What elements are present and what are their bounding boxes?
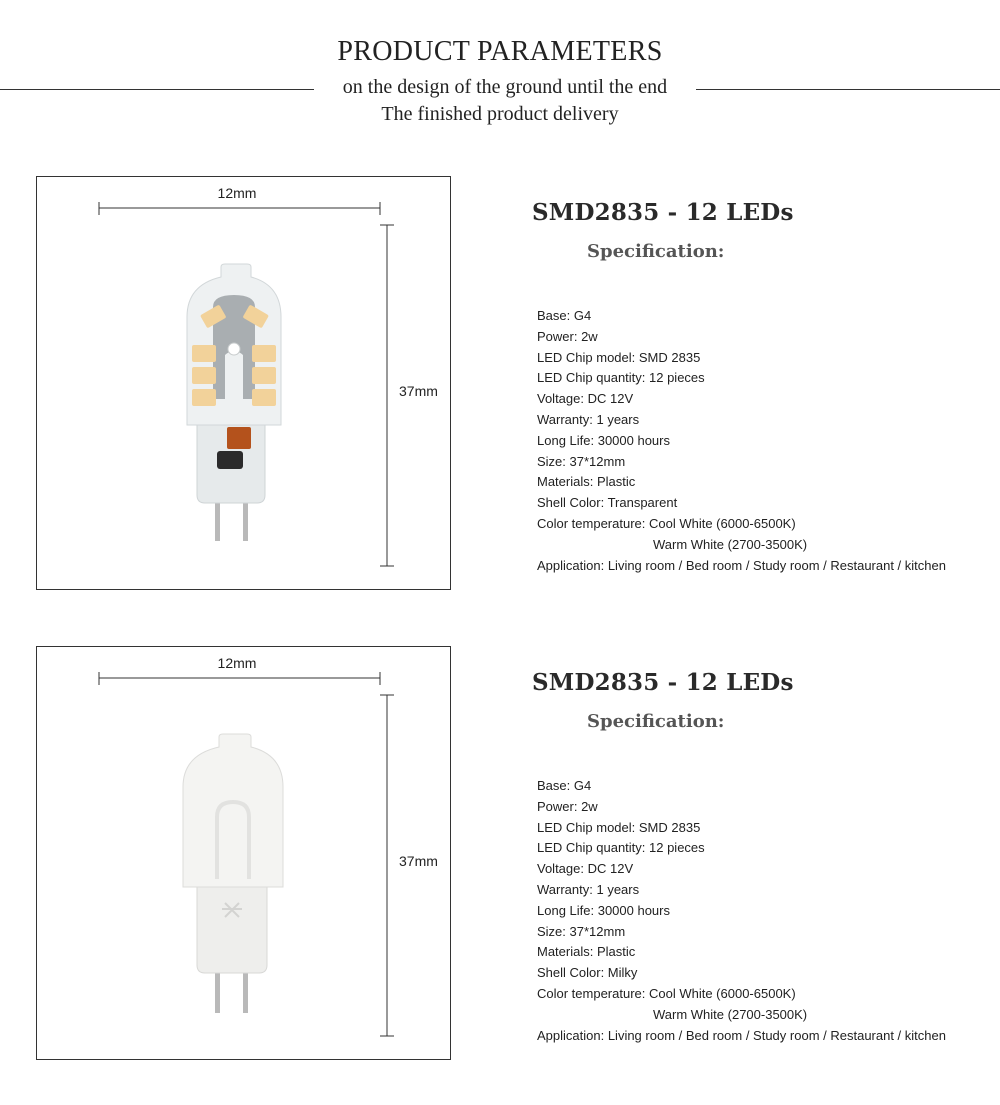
spec-item: LED Chip quantity: 12 pieces bbox=[537, 370, 705, 386]
spec-item: Power: 2w bbox=[537, 328, 598, 344]
product-image-frame bbox=[36, 176, 451, 590]
product-title: SMD2835 - 12 LEDs bbox=[532, 669, 794, 696]
bulb-milky-illustration bbox=[37, 647, 452, 1061]
spec-item: Shell Color: Milky bbox=[537, 965, 638, 981]
page-title: PRODUCT PARAMETERS bbox=[337, 36, 663, 67]
spec-item: Shell Color: Transparent bbox=[537, 495, 678, 511]
rectifier-chip bbox=[217, 451, 243, 469]
spec-item: Color temperature: Cool White (6000-6500K) bbox=[537, 985, 796, 1001]
divider-left bbox=[0, 89, 314, 90]
bulb-shell bbox=[183, 734, 283, 887]
spec-item: Base: G4 bbox=[537, 308, 592, 323]
spec-item: Size: 37*12mm bbox=[537, 923, 626, 939]
height-dimension-line bbox=[380, 225, 394, 566]
width-label: 12mm bbox=[217, 185, 257, 201]
spec-item: LED Chip model: SMD 2835 bbox=[537, 819, 701, 835]
spec-item: Materials: Plastic bbox=[537, 474, 636, 490]
spec-item: Application: Living room / Bed room / Study room / Restaurant / kitchen bbox=[537, 557, 946, 573]
center-hole bbox=[228, 343, 240, 355]
width-label: 12mm bbox=[217, 655, 257, 671]
product-milky bbox=[0, 645, 1000, 1065]
spec-item: LED Chip model: SMD 2835 bbox=[537, 349, 701, 365]
page-header bbox=[0, 0, 1000, 140]
spec-list bbox=[537, 306, 946, 576]
height-label: 37mm bbox=[399, 383, 438, 399]
spec-item: Warranty: 1 years bbox=[537, 881, 640, 897]
subtitle-row bbox=[0, 76, 1000, 102]
spec-heading: Specification: bbox=[587, 241, 725, 262]
width-dimension-line bbox=[99, 202, 380, 215]
divider-right bbox=[696, 89, 1000, 90]
spec-list bbox=[537, 776, 946, 1046]
product-transparent bbox=[0, 175, 1000, 595]
height-dimension-line bbox=[380, 695, 394, 1036]
spec-item-continued: Warm White (2700-3500K) bbox=[653, 536, 808, 552]
height-label: 37mm bbox=[399, 853, 438, 869]
spec-item-continued: Warm White (2700-3500K) bbox=[653, 1006, 808, 1022]
spec-item: Voltage: DC 12V bbox=[537, 391, 634, 407]
spec-item: Materials: Plastic bbox=[537, 944, 636, 960]
spec-item: Warranty: 1 years bbox=[537, 411, 640, 427]
spec-item: Base: G4 bbox=[537, 778, 592, 793]
spec-item: Color temperature: Cool White (6000-6500K) bbox=[537, 515, 796, 531]
spec-item: Size: 37*12mm bbox=[537, 453, 626, 469]
spec-item: Long Life: 30000 hours bbox=[537, 432, 670, 448]
resistor bbox=[227, 427, 251, 449]
spec-item: LED Chip quantity: 12 pieces bbox=[537, 840, 705, 856]
spec-item: Power: 2w bbox=[537, 798, 598, 814]
subtitle: on the design of the ground until the end bbox=[342, 76, 668, 98]
spec-item: Application: Living room / Bed room / Study room / Restaurant / kitchen bbox=[537, 1027, 946, 1043]
product-image-frame bbox=[36, 646, 451, 1060]
spec-item: Voltage: DC 12V bbox=[537, 861, 634, 877]
spec-item: Long Life: 30000 hours bbox=[537, 902, 670, 918]
subtitle-2: The finished product delivery bbox=[381, 103, 619, 125]
bulb-transparent-illustration bbox=[37, 177, 452, 591]
product-title: SMD2835 - 12 LEDs bbox=[532, 199, 794, 226]
spec-heading: Specification: bbox=[587, 711, 725, 732]
bulb-base bbox=[197, 879, 267, 973]
width-dimension-line bbox=[99, 672, 380, 685]
